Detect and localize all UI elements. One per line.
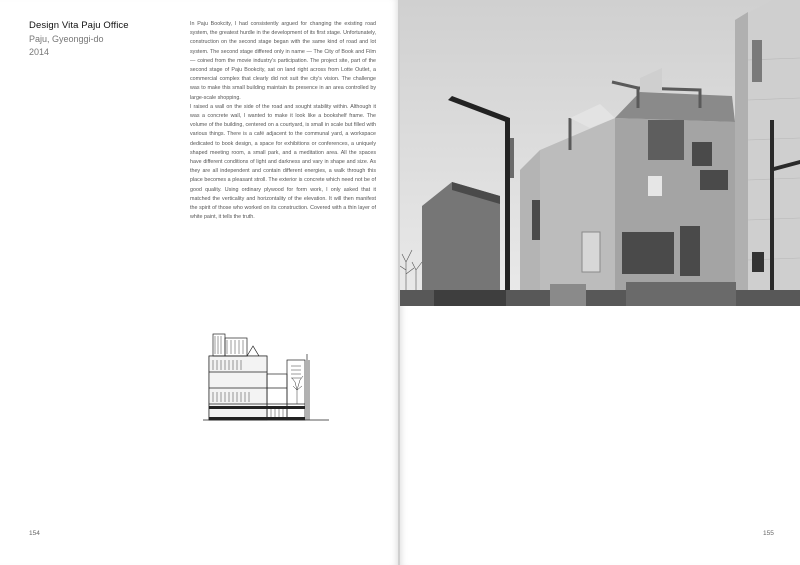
page-number-left: 154: [29, 530, 40, 537]
building-section-drawing: [203, 330, 329, 426]
building-photograph: [400, 0, 800, 306]
left-page: [0, 0, 398, 565]
body-paragraph-1: In Paju Bookcity, I had consistently argued for changing the existing road system, the greatest hurdle in the development of its first stage. Unfortunately, construction on the second stage began with the same kind of road and lot system. The second stage differed only in name — The City of Book and Film — coined from the movie industry's participation. The project site, part of the second stage of Paju Bookcity, sat on land right across from Lotte Outlet, a commercial complex that clearly did not suit the city's vision. The challenge was to make this small building maintain its presence in an area controlled by large-scale shopping.: [190, 21, 376, 101]
page-number-right: 155: [763, 530, 774, 537]
project-year: 2014: [29, 47, 50, 57]
project-location: Paju, Gyeonggi-do: [29, 34, 104, 44]
body-paragraph-2: I raised a wall on the side of the road and sought stability within. Although it was a concrete wall, I wanted to make it look like a bookshelf frame. The volume of the building, centered on a courtyard, is small in scale but filled with various things. There is a café adjacent to the communal yard, a workspace dedicated to book design, a space for exhibitions or conferences, a uniquely shaped meeting room, a small park, and a meditation area. All the spaces have different conditions of light and darkness and vary in shape and size. As they are all independent and contain different energies, a walk through this place becomes a pleasant stroll. The exterior is concrete which need not be of good quality. Using ordinary plywood for form work, I only asked that it matched the verticality and horizontality of the elevation. It will then manifest the spirit of those who worked on its construction. Covered with a thin layer of white paint, it tells the truth.: [190, 103, 376, 221]
body-text: [190, 20, 376, 222]
project-title-block: [29, 20, 169, 60]
project-title: Design Vita Paju Office: [29, 20, 129, 31]
